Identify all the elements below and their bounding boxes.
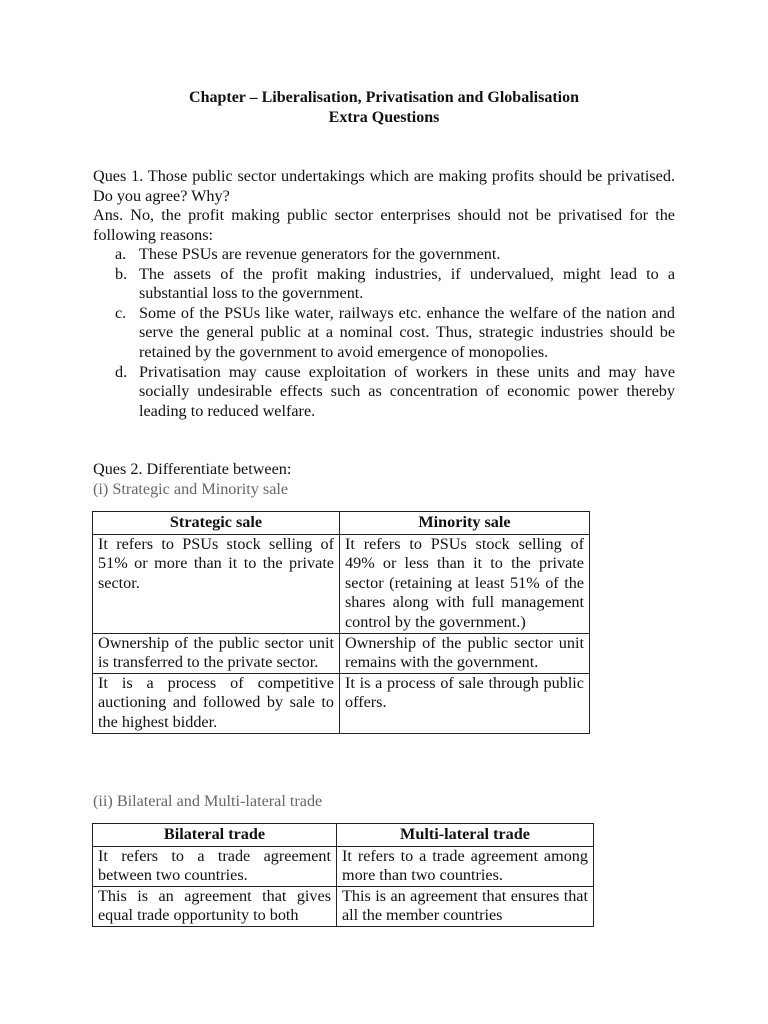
bilateral-multilateral-table xyxy=(92,823,594,927)
table-cell: It refers to a trade agreement between two countries. xyxy=(93,846,337,886)
table-header-cell: Minority sale xyxy=(340,512,590,535)
table-header-row xyxy=(93,824,594,847)
table-cell: Ownership of the public sector unit remains with the government. xyxy=(340,633,590,673)
table-cell: This is an agreement that ensures that all the member countries xyxy=(337,886,594,926)
table-row xyxy=(93,886,594,926)
table-cell: It refers to PSUs stock selling of 49% or less than it to the private sector (retaining at least 51% of the shares along with full management control by the government.) xyxy=(340,534,590,633)
question-1: Ques 1. Those public sector undertakings which are making profits should be privatised. Do you agree? Why? xyxy=(93,167,675,205)
list-item-text: Some of the PSUs like water, railways etc. enhance the welfare of the nation and serve the general public at a nominal cost. Thus, strategic industries should be retained by the government to avoid emergence of monopolies. xyxy=(139,303,675,361)
list-item-text: The assets of the profit making industries, if undervalued, might lead to a substantial loss to the government. xyxy=(139,264,675,303)
table-cell: It is a process of competitive auctioning and followed by sale to the highest bidder. xyxy=(93,673,340,733)
question-2-part-2-title: (ii) Bilateral and Multi-lateral trade xyxy=(93,792,323,810)
table-header-cell: Bilateral trade xyxy=(93,824,337,847)
table-cell: This is an agreement that gives equal trade opportunity to both xyxy=(93,886,337,926)
list-marker: c. xyxy=(115,303,127,322)
list-item xyxy=(93,265,675,304)
table-row xyxy=(93,633,590,673)
list-item-text: These PSUs are revenue generators for the government. xyxy=(139,245,501,263)
answer-1-points xyxy=(93,245,675,421)
strategic-minority-table xyxy=(92,511,590,734)
table-row xyxy=(93,534,590,633)
list-item xyxy=(93,363,675,422)
list-item xyxy=(93,304,675,363)
chapter-subtitle: Extra Questions xyxy=(328,109,440,126)
table-header-cell: Multi-lateral trade xyxy=(337,824,594,847)
chapter-title: Chapter – Liberalisation, Privatisation and Globalisation xyxy=(189,89,579,106)
list-item-text: Privatisation may cause exploitation of workers in these units and may have socially undesirable effects such as concentration of economic power thereby leading to reduced welfare. xyxy=(139,362,675,420)
question-2-part-1-title: (i) Strategic and Minority sale xyxy=(93,480,289,498)
table-cell: Ownership of the public sector unit is transferred to the private sector. xyxy=(93,633,340,673)
table-cell: It refers to PSUs stock selling of 51% or more than it to the private sector. xyxy=(93,534,340,633)
list-marker: b. xyxy=(115,264,128,283)
table-cell: It is a process of sale through public offers. xyxy=(340,673,590,733)
list-item xyxy=(93,245,675,265)
table-row xyxy=(93,673,590,733)
answer-1-intro: Ans. No, the profit making public sector enterprises should not be privatised for the following reasons: xyxy=(93,206,675,244)
table-header-cell: Strategic sale xyxy=(93,512,340,535)
table-cell: It refers to a trade agreement among more than two countries. xyxy=(337,846,594,886)
question-2: Ques 2. Differentiate between: xyxy=(93,460,292,478)
table-header-row xyxy=(93,512,590,535)
table-row xyxy=(93,846,594,886)
list-marker: d. xyxy=(115,362,128,381)
list-marker: a. xyxy=(115,245,127,263)
